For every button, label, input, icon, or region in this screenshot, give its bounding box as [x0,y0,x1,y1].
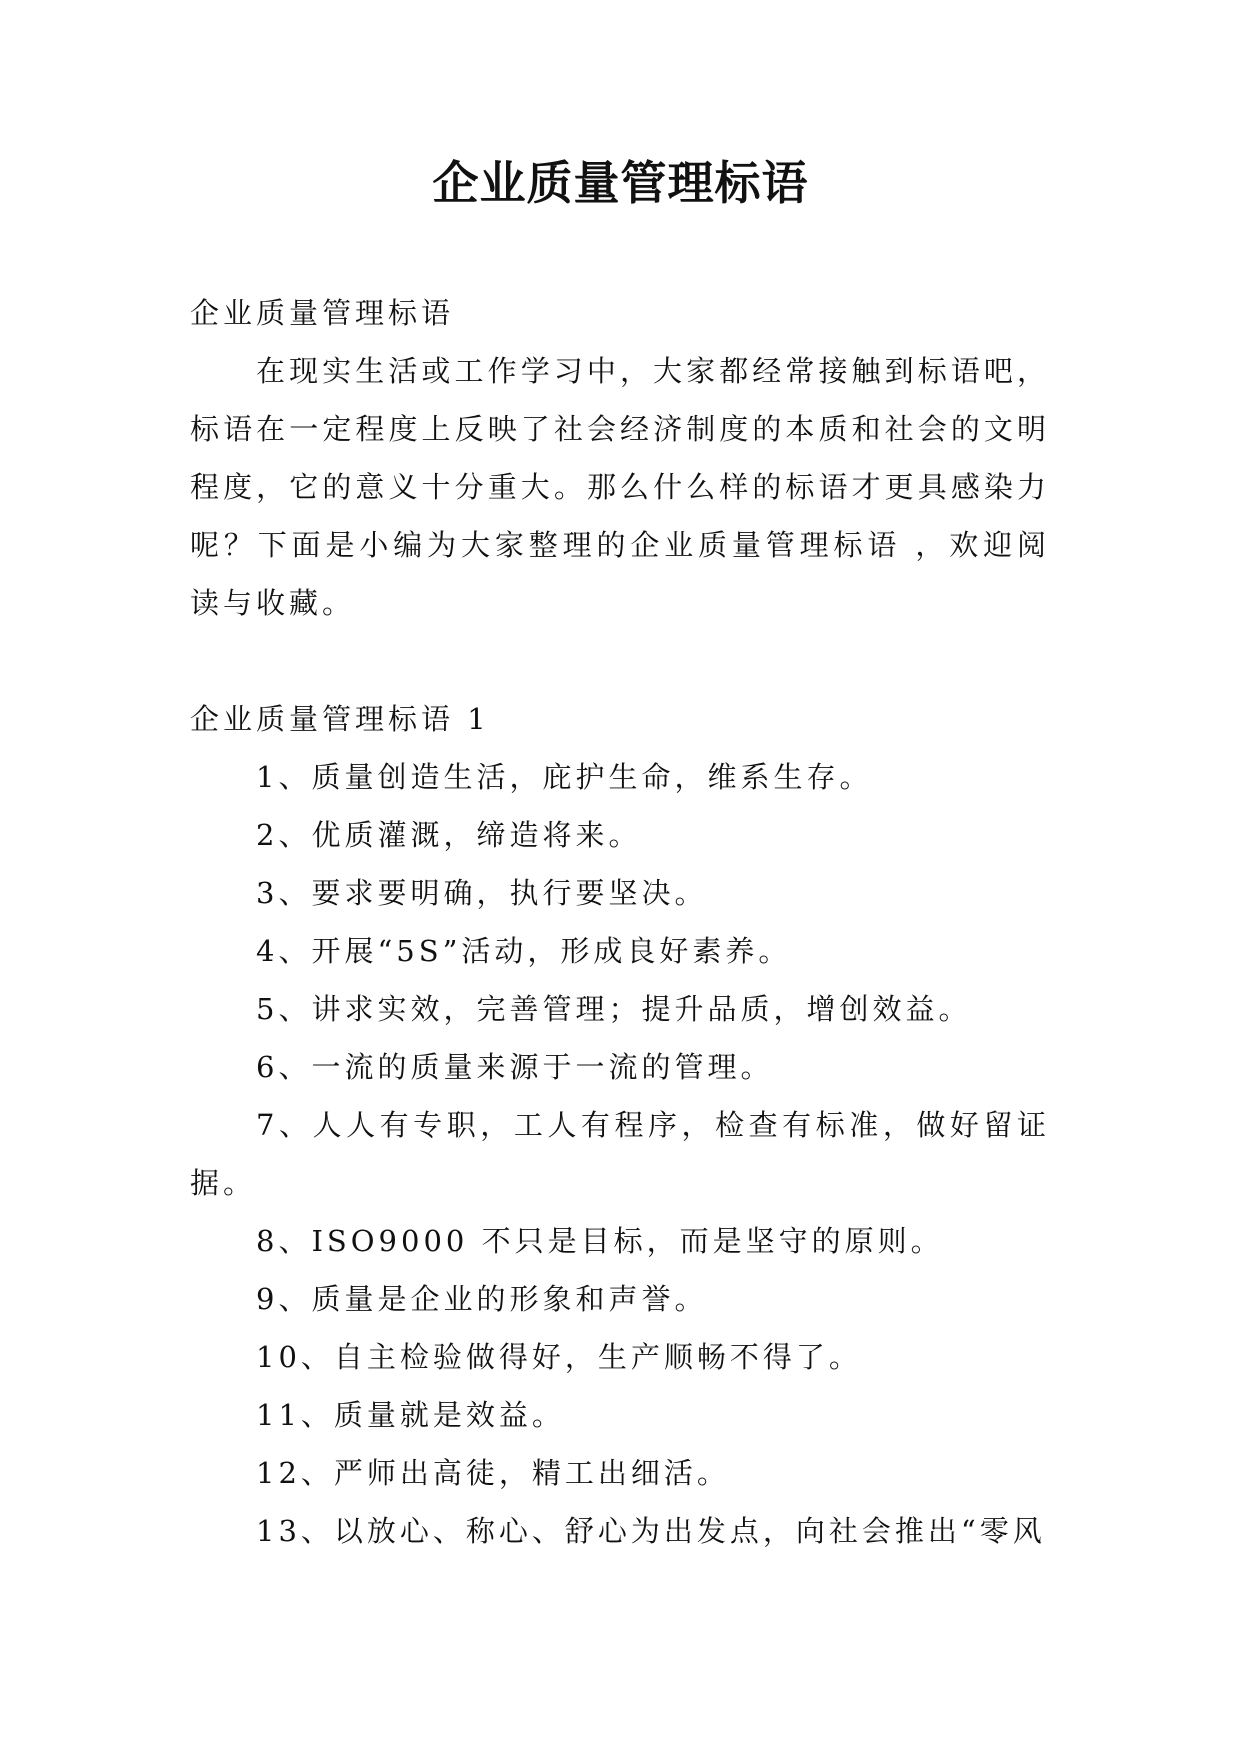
slogan-item: 7、人人有专职，工人有程序，检查有标准，做好留证据。 [190,1108,1050,1200]
paragraph-spacer [190,632,1050,690]
slogan-item: 3、要求要明确，执行要坚决。 [256,876,708,910]
slogan-item: 4、开展“5S”活动，形成良好素养。 [256,934,792,968]
document-subtitle: 企业质量管理标语 [190,296,455,330]
slogan-item: 11、质量就是效益。 [256,1398,565,1432]
slogan-item: 5、讲求实效，完善管理；提升品质，增创效益。 [256,992,972,1026]
slogan-item: 9、质量是企业的形象和声誉。 [256,1282,708,1316]
slogan-item: 6、一流的质量来源于一流的管理。 [256,1050,774,1084]
slogan-item: 2、优质灌溉，缔造将来。 [256,818,642,852]
intro-paragraph: 在现实生活或工作学习中，大家都经常接触到标语吧，标语在一定程度上反映了社会经济制度的本质和社会的文明程度，它的意义十分重大。那么什么样的标语才更具感染力呢？下面是小编为大家整理的企业质量管理标语 ，欢迎阅读与收藏。 [190,354,1050,620]
slogan-item: 12、严师出高徒，精工出细活。 [256,1456,730,1490]
section-heading: 企业质量管理标语 1 [190,702,490,736]
document-title: 企业质量管理标语 [432,156,809,210]
document-body [190,284,1050,1560]
slogan-item: 13、以放心、称心、舒心为出发点，向社会推出“零风 [256,1514,1046,1548]
slogan-item: 10、自主检验做得好，生产顺畅不得了。 [256,1340,862,1374]
slogan-item: 1、质量创造生活，庇护生命，维系生存。 [256,760,873,794]
slogan-item: 8、ISO9000 不只是目标，而是坚守的原则。 [256,1224,944,1258]
